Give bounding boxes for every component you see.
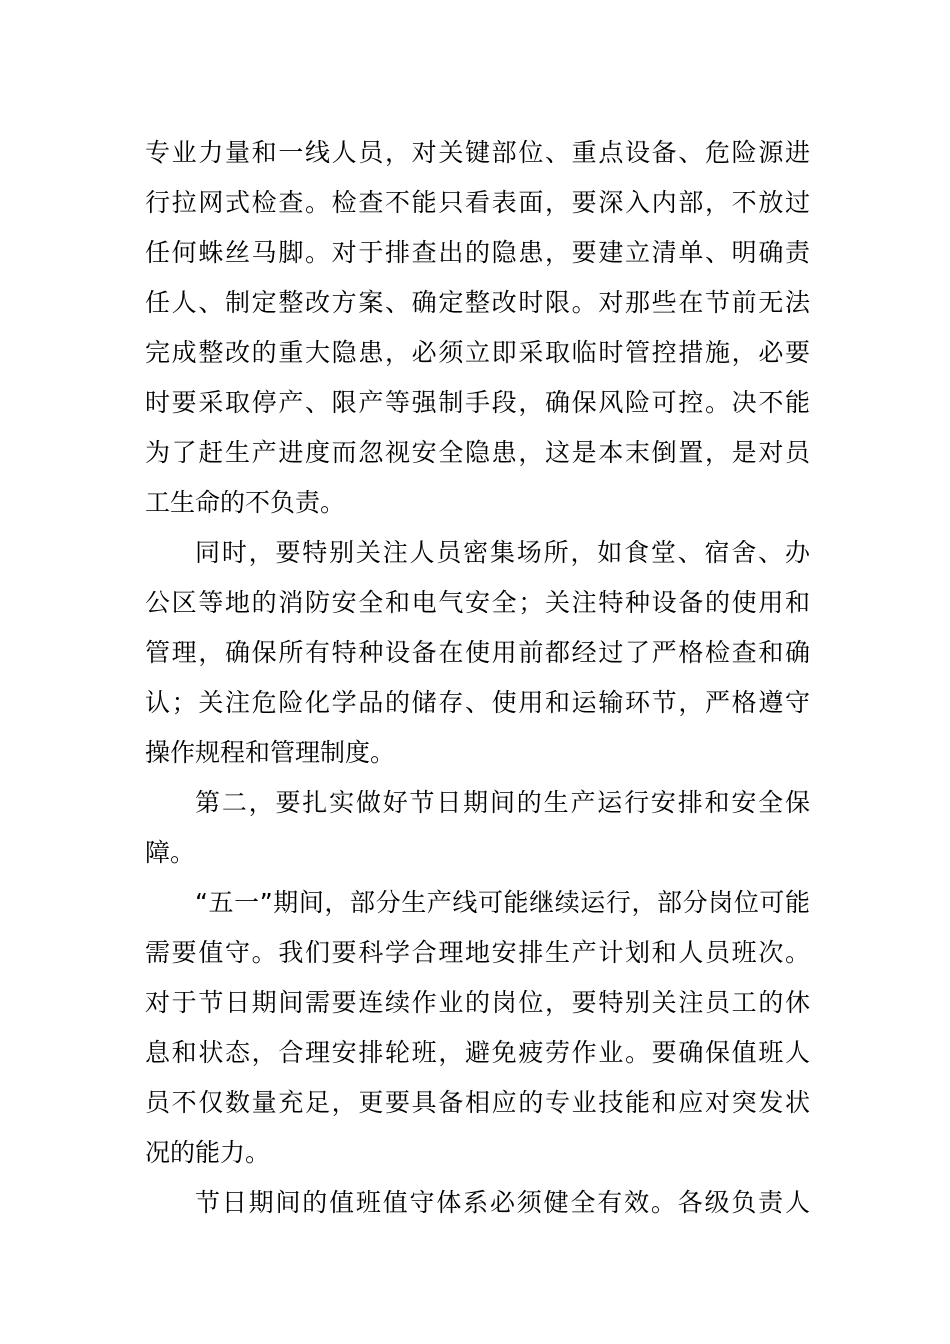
text-line: 完成整改的重大隐患，必须立即采取临时管控措施，必要 xyxy=(145,338,810,367)
paragraph-first-line: 同时，要特别关注人员密集场所，如食堂、宿舍、办 xyxy=(195,538,810,567)
text-line: 需要值守。我们要科学合理地安排生产计划和人员班次。 xyxy=(145,938,810,967)
text-line: 为了赶生产进度而忽视安全隐患，这是本末倒置，是对员 xyxy=(145,438,810,467)
text-line: 行拉网式检查。检查不能只看表面，要深入内部，不放过 xyxy=(145,188,810,217)
text-line: 专业力量和一线人员，对关键部位、重点设备、危险源进 xyxy=(145,138,810,167)
paragraph-first-line: 第二，要扎实做好节日期间的生产运行安排和安全保 xyxy=(195,788,810,817)
text-line: 对于节日期间需要连续作业的岗位，要特别关注员工的休 xyxy=(145,988,810,1017)
paragraph-first-line: “五一”期间，部分生产线可能继续运行，部分岗位可能 xyxy=(195,888,810,917)
text-line: 员不仅数量充足，更要具备相应的专业技能和应对突发状 xyxy=(145,1088,810,1117)
text-line: 认；关注危险化学品的储存、使用和运输环节，严格遵守 xyxy=(145,688,810,717)
text-line: 公区等地的消防安全和电气安全；关注特种设备的使用和 xyxy=(145,588,810,617)
text-line: 操作规程和管理制度。 xyxy=(145,738,396,767)
text-line: 障。 xyxy=(145,838,196,867)
text-line: 息和状态，合理安排轮班，避免疲劳作业。要确保值班人 xyxy=(145,1038,810,1067)
body-text xyxy=(145,128,810,1228)
text-line: 工生命的不负责。 xyxy=(145,488,346,517)
text-line: 任何蛛丝马脚。对于排查出的隐患，要建立清单、明确责 xyxy=(145,238,810,267)
text-line: 时要采取停产、限产等强制手段，确保风险可控。决不能 xyxy=(145,388,810,417)
text-line: 况的能力。 xyxy=(145,1138,271,1167)
text-line: 任人、制定整改方案、确定整改时限。对那些在节前无法 xyxy=(145,288,810,317)
paragraph-first-line: 节日期间的值班值守体系必须健全有效。各级负责人 xyxy=(195,1188,810,1217)
text-line: 管理，确保所有特种设备在使用前都经过了严格检查和确 xyxy=(145,638,810,667)
